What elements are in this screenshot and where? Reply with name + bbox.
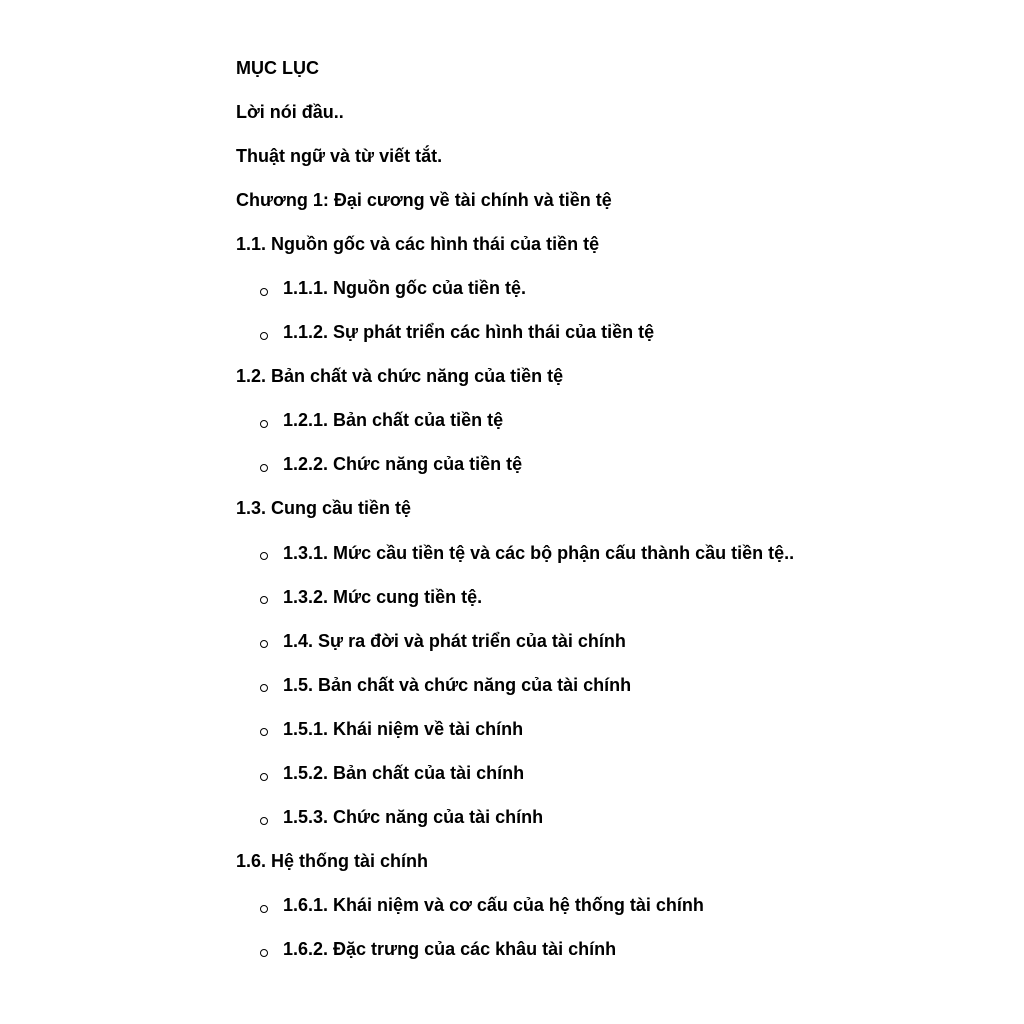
toc-entry-text: 1.5. Bản chất và chức năng của tài chính bbox=[283, 674, 632, 695]
toc-entry-1-3-2 bbox=[236, 575, 996, 619]
circle-bullet-icon bbox=[260, 464, 268, 472]
toc-entry-text: 1.3.1. Mức cầu tiền tệ và các bộ phận cấu thành cầu tiền tệ.. bbox=[283, 542, 795, 563]
toc-entry-preface bbox=[236, 90, 996, 134]
toc-entry-text: 1.6.1. Khái niệm và cơ cấu của hệ thống tài chính bbox=[283, 895, 704, 916]
circle-bullet-icon bbox=[260, 817, 268, 825]
circle-bullet-icon bbox=[260, 728, 268, 736]
toc-entry-text: 1.5.1. Khái niệm về tài chính bbox=[283, 718, 524, 739]
toc-entry-1-5 bbox=[236, 663, 996, 707]
toc-entry-1-6-1 bbox=[236, 884, 996, 928]
toc-entry-text: 1.1.2. Sự phát triển các hình thái của tiền tệ bbox=[283, 322, 655, 343]
toc-entry-1-1-2 bbox=[236, 311, 996, 355]
toc-entry-1-2-1 bbox=[236, 399, 996, 443]
toc-entry-text: 1.5.3. Chức năng của tài chính bbox=[283, 807, 544, 828]
toc-entry-text: 1.2. Bản chất và chức năng của tiền tệ bbox=[236, 366, 564, 387]
toc-entry-1-3-1 bbox=[236, 531, 996, 575]
circle-bullet-icon bbox=[260, 949, 268, 957]
toc-entry-1-1-1 bbox=[236, 266, 996, 310]
toc-entry-text: 1.3. Cung cầu tiền tệ bbox=[236, 498, 412, 519]
toc-entry-text: 1.2.2. Chức năng của tiền tệ bbox=[283, 454, 523, 475]
toc-entry-text: 1.4. Sự ra đời và phát triển của tài chính bbox=[283, 630, 626, 651]
toc-entry-text: 1.1. Nguồn gốc và các hình thái của tiền tệ bbox=[236, 233, 600, 254]
toc-entry-chapter-1 bbox=[236, 178, 996, 222]
toc-entry-1-6 bbox=[236, 840, 996, 884]
toc-entry-1-1 bbox=[236, 222, 996, 266]
toc-title-text: MỤC LỤC bbox=[236, 57, 319, 78]
circle-bullet-icon bbox=[260, 773, 268, 781]
toc-entry-text: 1.2.1. Bản chất của tiền tệ bbox=[283, 410, 504, 431]
toc-entry-text: 1.6. Hệ thống tài chính bbox=[236, 851, 429, 872]
toc-entry-1-6-2 bbox=[236, 928, 996, 972]
toc-entry-text: Lời nói đầu.. bbox=[236, 101, 344, 122]
toc-entry-text: 1.6.2. Đặc trưng của các khâu tài chính bbox=[283, 939, 617, 960]
circle-bullet-icon bbox=[260, 596, 268, 604]
table-of-contents bbox=[236, 46, 996, 972]
toc-entry-text: 1.5.2. Bản chất của tài chính bbox=[283, 763, 525, 784]
toc-entry-1-2-2 bbox=[236, 443, 996, 487]
toc-entry-1-5-3 bbox=[236, 796, 996, 840]
toc-entry-1-5-2 bbox=[236, 752, 996, 796]
toc-entry-text: 1.1.1. Nguồn gốc của tiền tệ. bbox=[283, 278, 527, 299]
toc-entry-1-4 bbox=[236, 619, 996, 663]
toc-entry-text: Chương 1: Đại cương về tài chính và tiền tệ bbox=[236, 189, 612, 210]
toc-entry-text: 1.3.2. Mức cung tiền tệ. bbox=[283, 586, 483, 607]
toc-entry-1-2 bbox=[236, 355, 996, 399]
circle-bullet-icon bbox=[260, 420, 268, 428]
circle-bullet-icon bbox=[260, 684, 268, 692]
circle-bullet-icon bbox=[260, 332, 268, 340]
circle-bullet-icon bbox=[260, 640, 268, 648]
toc-entry-text: Thuật ngữ và từ viết tắt. bbox=[236, 145, 443, 166]
circle-bullet-icon bbox=[260, 552, 268, 560]
toc-title bbox=[236, 46, 996, 90]
circle-bullet-icon bbox=[260, 905, 268, 913]
circle-bullet-icon bbox=[260, 288, 268, 296]
toc-entry-glossary bbox=[236, 134, 996, 178]
toc-entry-1-3 bbox=[236, 487, 996, 531]
toc-entry-1-5-1 bbox=[236, 707, 996, 751]
